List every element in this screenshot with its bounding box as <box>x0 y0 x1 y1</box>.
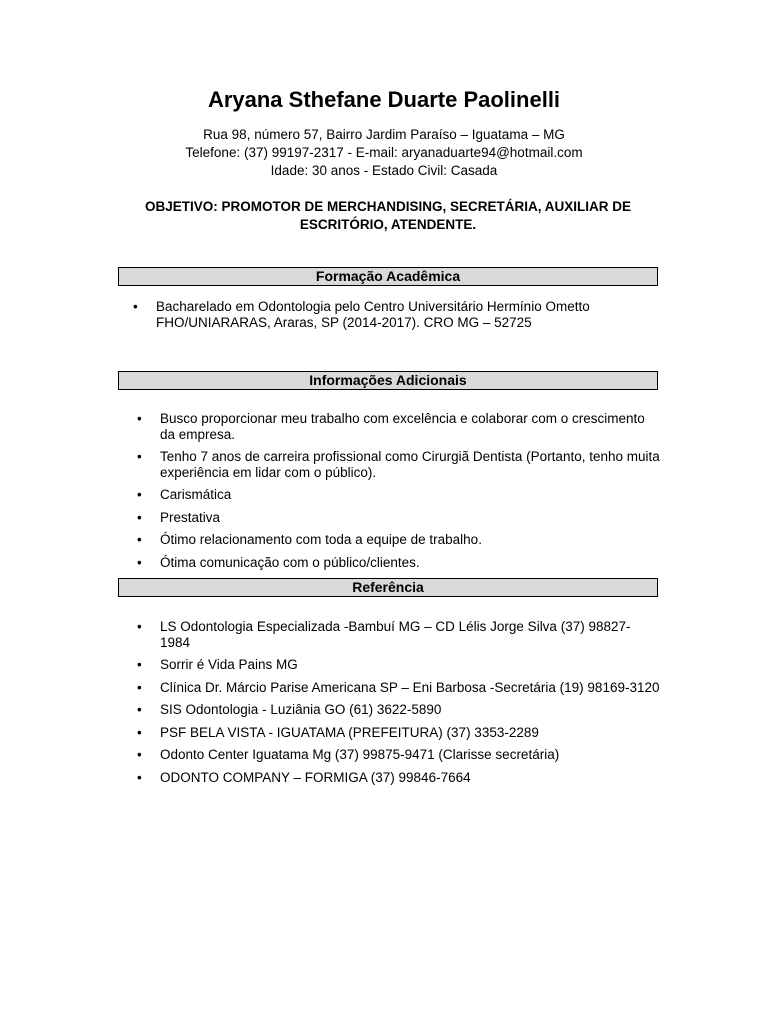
list-item-text: Ótima comunicação com o público/clientes. <box>160 554 420 570</box>
bullet-icon: • <box>137 769 142 785</box>
list-item <box>137 449 660 480</box>
list-item-text: Sorrir é Vida Pains MG <box>160 657 298 672</box>
formacao-item-line-2: FHO/UNIARARAS, Araras, SP (2014-2017). CRO MG – 52725 <box>156 314 532 330</box>
list-item-text: PSF BELA VISTA - IGUATAMA (PREFEITURA) (37) 3353-2289 <box>160 724 539 740</box>
list-item <box>137 679 660 696</box>
formacao-item-line-1: Bacharelado em Odontologia pelo Centro Universitário Hermínio Ometto <box>156 299 590 314</box>
phone-email-line: Telefone: (37) 99197-2317 - E-mail: aryanaduarte94@hotmail.com <box>185 145 583 160</box>
bullet-icon: • <box>137 747 142 762</box>
contact-info <box>0 126 768 180</box>
objective-line-1: OBJETIVO: PROMOTOR DE MERCHANDISING, SECRETÁRIA, AUXILIAR DE <box>144 199 632 214</box>
list-item <box>137 554 660 571</box>
list-item <box>137 509 660 526</box>
bullet-icon: • <box>137 554 142 570</box>
list-item-text: Ótimo relacionamento com toda a equipe de trabalho. <box>160 532 482 547</box>
list-item <box>137 532 660 548</box>
bullet-icon: • <box>137 657 142 672</box>
list-item <box>137 487 660 503</box>
bullet-icon: • <box>137 449 142 464</box>
list-item-text: LS Odontologia Especializada -Bambuí MG – CD Lélis Jorge Silva (37) 98827-1984 <box>160 619 631 650</box>
list-item <box>137 747 660 763</box>
list-item <box>133 299 656 330</box>
bullet-icon: • <box>137 509 142 525</box>
bullet-icon: • <box>137 532 142 547</box>
list-item-text: SIS Odontologia - Luziânia GO (61) 3622-5890 <box>160 702 442 717</box>
bullet-icon: • <box>137 411 142 426</box>
list-item <box>137 724 660 741</box>
bullet-icon: • <box>137 679 142 695</box>
list-item <box>137 702 660 718</box>
section-header-informacoes: Informações Adicionais <box>118 371 658 390</box>
list-item <box>137 657 660 673</box>
objective <box>118 198 658 234</box>
list-item-text: Busco proporcionar meu trabalho com excelência e colaborar com o crescimento da empresa. <box>160 411 645 442</box>
bullet-icon: • <box>137 702 142 717</box>
list-item-text: Prestativa <box>160 509 221 525</box>
candidate-name: Aryana Sthefane Duarte Paolinelli <box>207 87 561 112</box>
bullet-icon: • <box>133 299 138 314</box>
referencia-list <box>137 619 660 792</box>
section-header-referencia: Referência <box>118 578 658 597</box>
list-item-text: ODONTO COMPANY – FORMIGA (37) 99846-7664 <box>160 769 471 785</box>
list-item <box>137 411 660 442</box>
section-header-formacao: Formação Acadêmica <box>118 267 658 286</box>
age-status-line: Idade: 30 anos - Estado Civil: Casada <box>270 163 498 178</box>
objective-line-2: ESCRITÓRIO, ATENDENTE. <box>299 217 477 232</box>
bullet-icon: • <box>137 487 142 502</box>
bullet-icon: • <box>137 619 142 634</box>
list-item-text: Clínica Dr. Márcio Parise Americana SP – Eni Barbosa -Secretária (19) 98169-3120 <box>160 679 660 695</box>
formacao-list <box>133 299 656 330</box>
list-item-text: Odonto Center Iguatama Mg (37) 99875-9471 (Clarisse secretária) <box>160 747 560 762</box>
address-line: Rua 98, número 57, Bairro Jardim Paraíso – Iguatama – MG <box>203 127 565 142</box>
list-item <box>137 619 660 650</box>
bullet-icon: • <box>137 724 142 740</box>
list-item-text: Carismática <box>160 487 232 502</box>
list-item-text: Tenho 7 anos de carreira profissional como Cirurgiã Dentista (Portanto, tenho muita experiência em lidar com o público). <box>160 449 660 480</box>
list-item <box>137 769 660 786</box>
informacoes-list <box>137 411 660 577</box>
